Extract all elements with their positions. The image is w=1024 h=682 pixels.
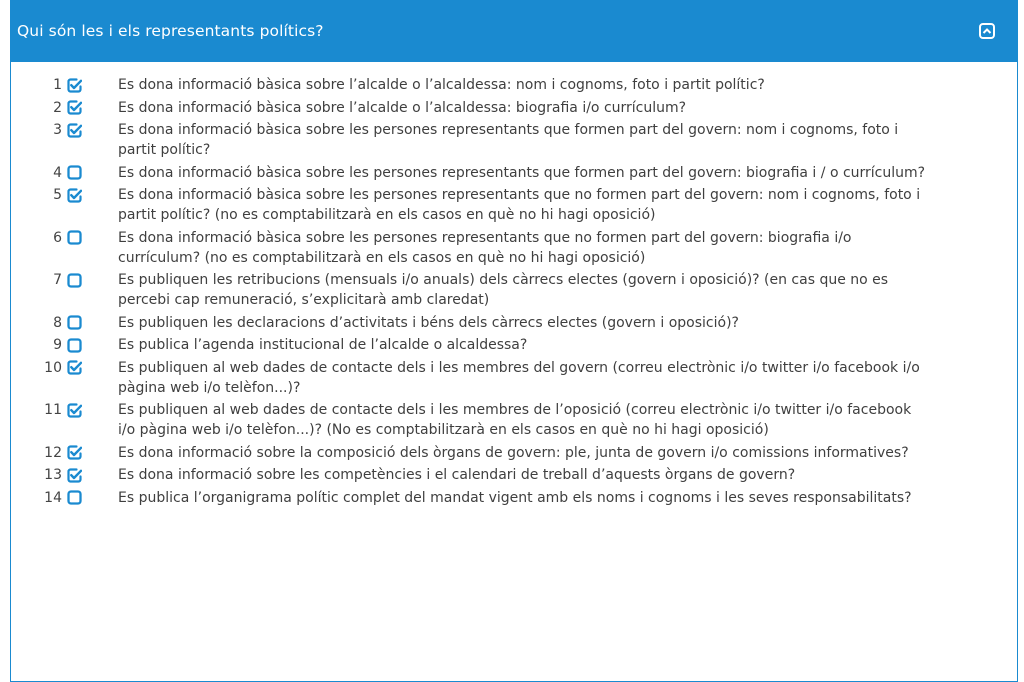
checked-box-icon xyxy=(67,443,89,463)
unchecked-box-icon xyxy=(67,335,89,355)
checked-box-icon xyxy=(67,75,89,95)
minus-square-icon[interactable] xyxy=(979,23,995,39)
question-number: 13 xyxy=(44,467,62,483)
question-number: 3 xyxy=(53,122,62,138)
question-text: Es publiquen al web dades de contacte dels i les membres de l’oposició (correu electrònic i/o twitter i/o facebook i/o pàgina web i/o telèfon...)? (No es comptabilitzarà en els casos en què no hi hagi oposició) xyxy=(118,402,912,438)
question-text: Es dona informació bàsica sobre les persones representants que formen part del govern: nom i cognoms, foto i partit polític? xyxy=(118,122,899,158)
question-item xyxy=(11,313,1017,333)
checked-box-icon xyxy=(67,120,89,140)
question-item xyxy=(11,335,1017,355)
question-number: 8 xyxy=(53,314,62,331)
question-item xyxy=(11,358,1017,398)
question-list xyxy=(11,62,1017,508)
question-number: 11 xyxy=(44,402,62,418)
question-text: Es publiquen les retribucions (mensuals i/o anuals) dels càrrecs electes (govern i oposició)? (en cas que no es percebi cap remuneració, s’explicitarà amb claredat) xyxy=(118,272,889,308)
question-text: Es dona informació bàsica sobre l’alcalde o l’alcaldessa: biografia i/o currículum? xyxy=(118,99,687,116)
question-item xyxy=(11,120,1017,160)
question-text: Es publiquen les declaracions d’activitats i béns dels càrrecs electes (govern i oposició)? xyxy=(118,314,739,331)
unchecked-box-icon xyxy=(67,313,89,333)
question-item xyxy=(11,443,1017,463)
question-number: 2 xyxy=(53,99,62,116)
question-number: 9 xyxy=(53,337,62,353)
question-item xyxy=(11,75,1017,95)
unchecked-box-icon xyxy=(67,488,89,508)
question-number: 1 xyxy=(53,77,62,93)
question-number: 14 xyxy=(44,489,62,506)
question-text: Es publica l’organigrama polític complet del mandat vigent amb els noms i cognoms i les seves responsabilitats? xyxy=(118,489,912,506)
question-item xyxy=(11,98,1017,118)
checked-box-icon xyxy=(67,400,89,420)
question-text: Es publiquen al web dades de contacte dels i les membres del govern (correu electrònic i/o twitter i/o facebook i/o pàgina web i/o telèfon...)? xyxy=(118,359,920,396)
checked-box-icon xyxy=(67,185,89,205)
question-text: Es publica l’agenda institucional de l’alcalde o alcaldessa? xyxy=(118,337,528,353)
question-text: Es dona informació bàsica sobre les persones representants que formen part del govern: biografia i / o currículum? xyxy=(118,164,926,181)
questions-panel xyxy=(10,0,1018,682)
question-item xyxy=(11,488,1017,508)
panel-title: Qui són les i els representants polítics? xyxy=(17,22,324,40)
question-text: Es dona informació bàsica sobre les persones representants que no formen part del govern: nom i cognoms, foto i partit polític? (no es comptabilitzarà en els casos en què no hi hagi oposició) xyxy=(118,187,921,223)
question-number: 4 xyxy=(53,164,62,181)
question-item xyxy=(11,465,1017,485)
question-number: 5 xyxy=(53,187,62,203)
question-text: Es dona informació sobre les competències i el calendari de treball d’aquests òrgans de govern? xyxy=(118,467,796,483)
unchecked-box-icon xyxy=(67,270,89,290)
unchecked-box-icon xyxy=(67,228,89,248)
unchecked-box-icon xyxy=(67,163,89,183)
question-item xyxy=(11,185,1017,225)
question-number: 7 xyxy=(53,272,62,288)
question-text: Es dona informació bàsica sobre l’alcalde o l’alcaldessa: nom i cognoms, foto i partit polític? xyxy=(118,77,765,93)
question-item xyxy=(11,400,1017,440)
checked-box-icon xyxy=(67,465,89,485)
question-text: Es dona informació sobre la composició dels òrgans de govern: ple, junta de govern i/o comissions informatives? xyxy=(118,444,909,461)
question-item xyxy=(11,163,1017,183)
checked-box-icon xyxy=(67,98,89,118)
question-number: 6 xyxy=(53,229,62,246)
question-number: 10 xyxy=(44,359,62,376)
panel-header[interactable] xyxy=(11,0,1017,62)
question-item xyxy=(11,270,1017,310)
question-text: Es dona informació bàsica sobre les persones representants que no formen part del govern: biografia i/o currículum? (no es comptabilitzarà en els casos en què no hi hagi oposició) xyxy=(118,229,852,266)
question-item xyxy=(11,228,1017,268)
question-number: 12 xyxy=(44,444,62,461)
checked-box-icon xyxy=(67,358,89,378)
